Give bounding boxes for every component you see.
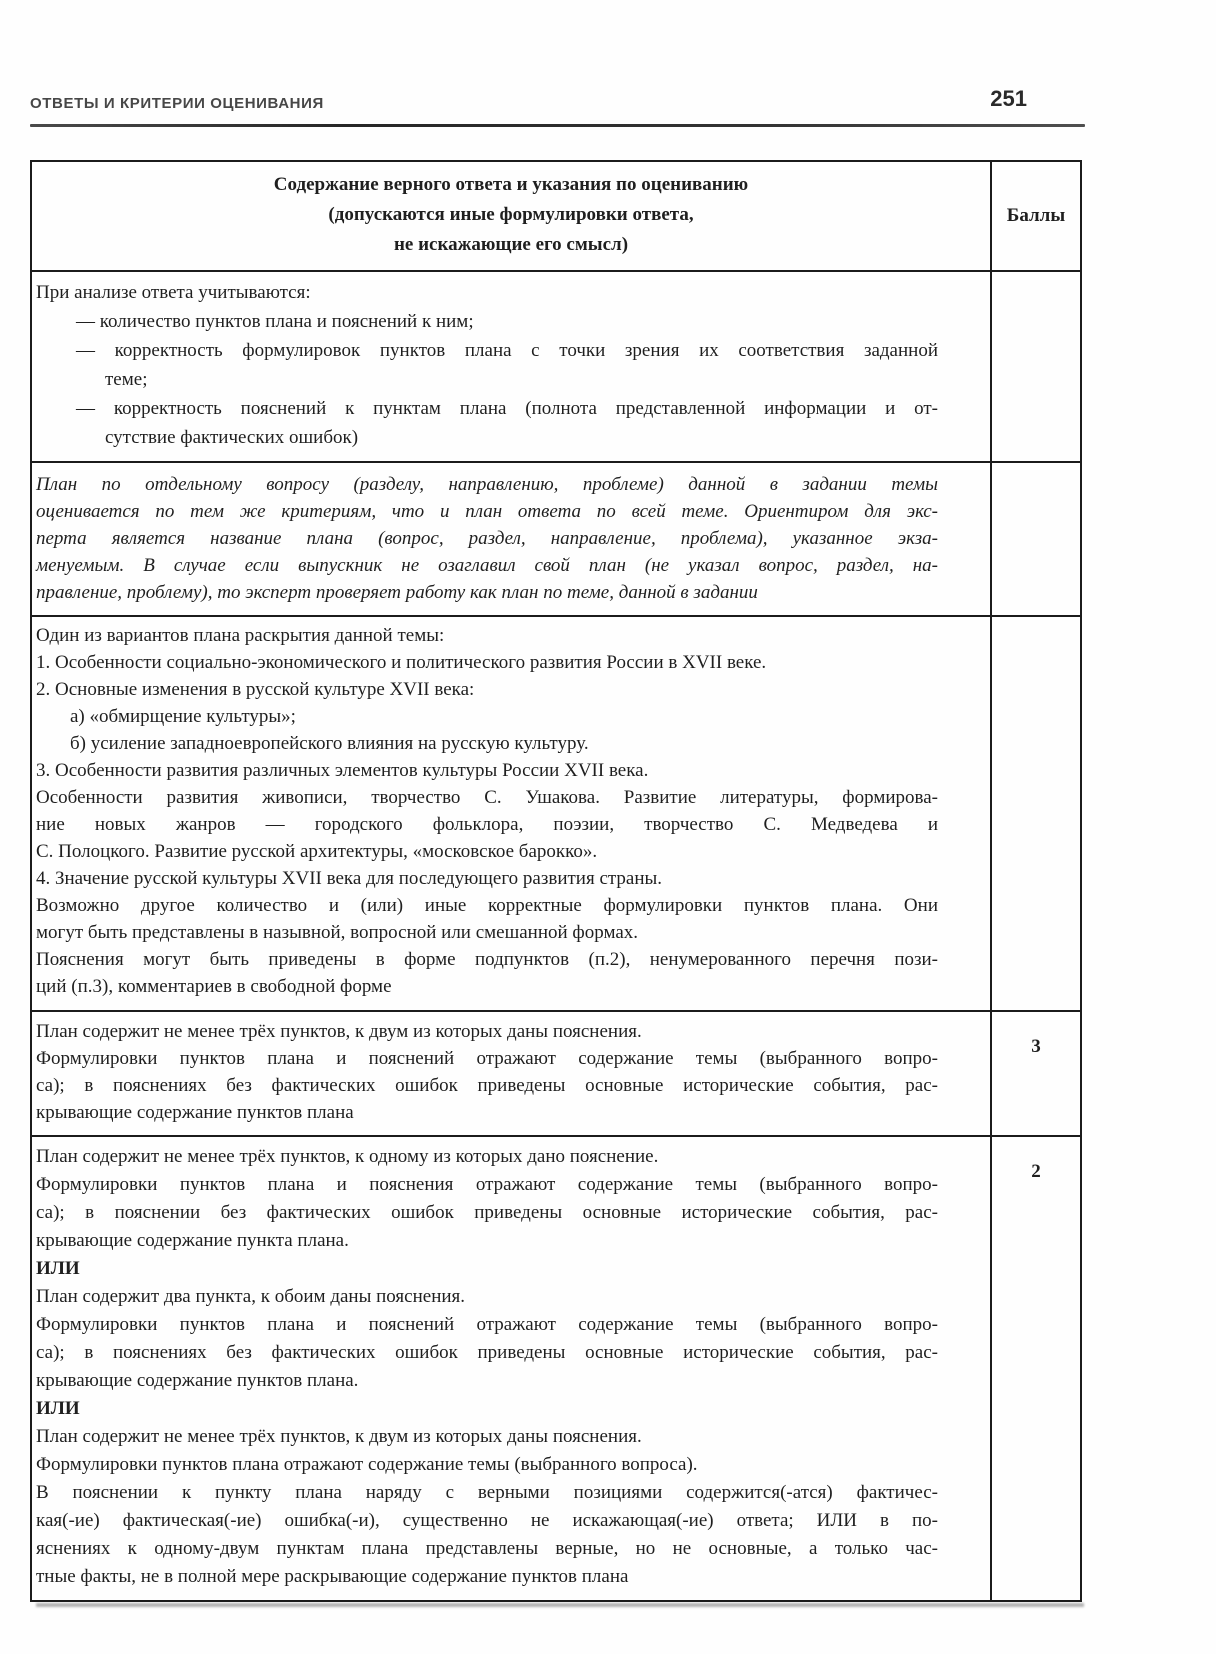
- text-line: тные факты, не в полной мере раскрывающие содержание пунктов плана: [36, 1566, 629, 1587]
- text-line: Пояснения могут быть приведены в форме подпунктов (п.2), ненумерованного перечня пози-: [36, 949, 938, 970]
- text-line: са); в пояснениях без фактических ошибок приведены основные исторические события, рас-: [36, 1342, 938, 1363]
- text-line: Формулировки пунктов плана и пояснений отражают содержание темы (выбранного вопро-: [36, 1048, 938, 1069]
- text-line: яснениях к одному-двум пунктам плана представлены верные, но не основные, а только час-: [36, 1538, 938, 1559]
- text-line: оценивается по тем же критериям, что и план ответа по всей теме. Ориентиром для экс-: [36, 501, 938, 522]
- text-line: б) усиление западноевропейского влияния на русскую культуру.: [70, 733, 589, 754]
- text-line: сутствие фактических ошибок): [105, 427, 359, 448]
- text-line: могут быть представлены в назывной, вопросной или смешанной формах.: [36, 922, 639, 943]
- text-line: 1. Особенности социально-экономического и политического развития России в XVII веке.: [36, 652, 767, 673]
- text-line: Формулировки пунктов плана отражают содержание темы (выбранного вопроса).: [36, 1454, 698, 1475]
- table-header-line: (допускаются иные формулировки ответа,: [328, 204, 694, 225]
- score-3-criteria-score-cell: 3: [1031, 1036, 1041, 1057]
- text-line: крывающие содержание пунктов плана: [36, 1102, 354, 1123]
- score-2-criteria-score-cell: 2: [1031, 1161, 1041, 1182]
- text-line: — количество пунктов плана и пояснений к ним;: [76, 311, 474, 332]
- header-rule: [30, 124, 1085, 127]
- text-line: Возможно другое количество и (или) иные корректные формулировки пунктов плана. Они: [36, 895, 938, 916]
- text-line: а) «обмирщение культуры»;: [70, 706, 296, 727]
- text-line: Формулировки пунктов плана и пояснения отражают содержание темы (выбранного вопро-: [36, 1174, 938, 1195]
- text-line: План содержит не менее трёх пунктов, к двум из которых даны пояснения.: [36, 1021, 642, 1042]
- table-header-line: не искажающие его смысл): [393, 234, 629, 255]
- text-line: ИЛИ: [36, 1398, 80, 1419]
- running-head: [30, 86, 1085, 112]
- analysis-factors-row: [32, 270, 1080, 461]
- analysis-factors-text-cell: [32, 272, 992, 461]
- sample-plan-score-cell: [992, 617, 1080, 1010]
- text-line: са); в пояснении без фактических ошибок приведены основные исторические события, рас-: [36, 1202, 938, 1223]
- score-3-criteria-text-cell: [32, 1012, 992, 1135]
- text-line: План содержит не менее трёх пунктов, к одному из которых дано пояснение.: [36, 1146, 659, 1167]
- text-line: 4. Значение русской культуры XVII века для последующего развития страны.: [36, 868, 663, 889]
- text-line: са); в пояснениях без фактических ошибок приведены основные исторические события, рас-: [36, 1075, 938, 1096]
- text-line: Формулировки пунктов плана и пояснений отражают содержание темы (выбранного вопро-: [36, 1314, 938, 1335]
- text-line: 3. Особенности развития различных элементов культуры России XVII века.: [36, 760, 649, 781]
- text-line: Особенности развития живописи, творчество С. Ушакова. Развитие литературы, формирова-: [36, 787, 938, 808]
- score-2-criteria-row: [32, 1135, 1080, 1600]
- page-number: 251: [990, 86, 1027, 111]
- expert-note-score-cell: [992, 463, 1080, 615]
- table-header-row: [32, 162, 1080, 270]
- text-line: перта является название плана (вопрос, раздел, направление, проблема), указанное экза-: [36, 528, 938, 549]
- text-line: При анализе ответа учитываются:: [36, 282, 311, 303]
- score-3-criteria-row: [32, 1010, 1080, 1135]
- text-line: Один из вариантов плана раскрытия данной темы:: [36, 625, 445, 646]
- sample-plan-text-cell: [32, 617, 992, 1010]
- text-line: теме;: [105, 369, 148, 390]
- text-line: ИЛИ: [36, 1258, 80, 1279]
- text-line: План по отдельному вопросу (разделу, направлению, проблеме) данной в задании темы: [36, 474, 938, 495]
- sample-plan-row: [32, 615, 1080, 1010]
- expert-note-row: [32, 461, 1080, 615]
- text-line: правление, проблему), то эксперт проверяет работу как план по теме, данной в задании: [36, 582, 758, 603]
- text-line: крывающие содержание пункта плана.: [36, 1230, 349, 1251]
- table-header-line: Содержание верного ответа и указания по оцениванию: [273, 174, 749, 195]
- text-line: 2. Основные изменения в русской культуре XVII века:: [36, 679, 475, 700]
- criteria-table: [30, 160, 1082, 1602]
- text-line: В пояснении к пункту плана наряду с верными позициями содержится(-атся) фактичес-: [36, 1482, 938, 1503]
- text-line: кая(-ие) фактическая(-ие) ошибка(-и), существенно не искажающая(-ие) ответа; ИЛИ в по-: [36, 1510, 938, 1531]
- text-line: План содержит два пункта, к обоим даны пояснения.: [36, 1286, 466, 1307]
- text-line: — корректность формулировок пунктов плана с точки зрения их соответствия заданной: [76, 340, 938, 361]
- table-body: [32, 270, 1080, 1600]
- text-line: ние новых жанров — городского фольклора, поэзии, творчество С. Медведева и: [36, 814, 938, 835]
- text-line: менуемым. В случае если выпускник не озаглавил свой план (не указал вопрос, раздел, на-: [36, 555, 938, 576]
- table-header-content-cell: [32, 162, 992, 270]
- score-2-criteria-text-cell: [32, 1137, 992, 1600]
- text-line: — корректность пояснений к пунктам плана (полнота представленной информации и от-: [76, 398, 938, 419]
- table-header-score-cell: Баллы: [1006, 205, 1066, 226]
- text-line: ций (п.3), комментариев в свободной форме: [36, 976, 392, 997]
- text-line: План содержит не менее трёх пунктов, к двум из которых даны пояснения.: [36, 1426, 642, 1447]
- analysis-factors-score-cell: [992, 272, 1080, 461]
- expert-note-text-cell: [32, 463, 992, 615]
- running-head-title: ОТВЕТЫ И КРИТЕРИИ ОЦЕНИВАНИЯ: [30, 95, 324, 112]
- text-line: крывающие содержание пунктов плана.: [36, 1370, 359, 1391]
- text-line: С. Полоцкого. Развитие русской архитектуры, «московское барокко».: [36, 841, 598, 862]
